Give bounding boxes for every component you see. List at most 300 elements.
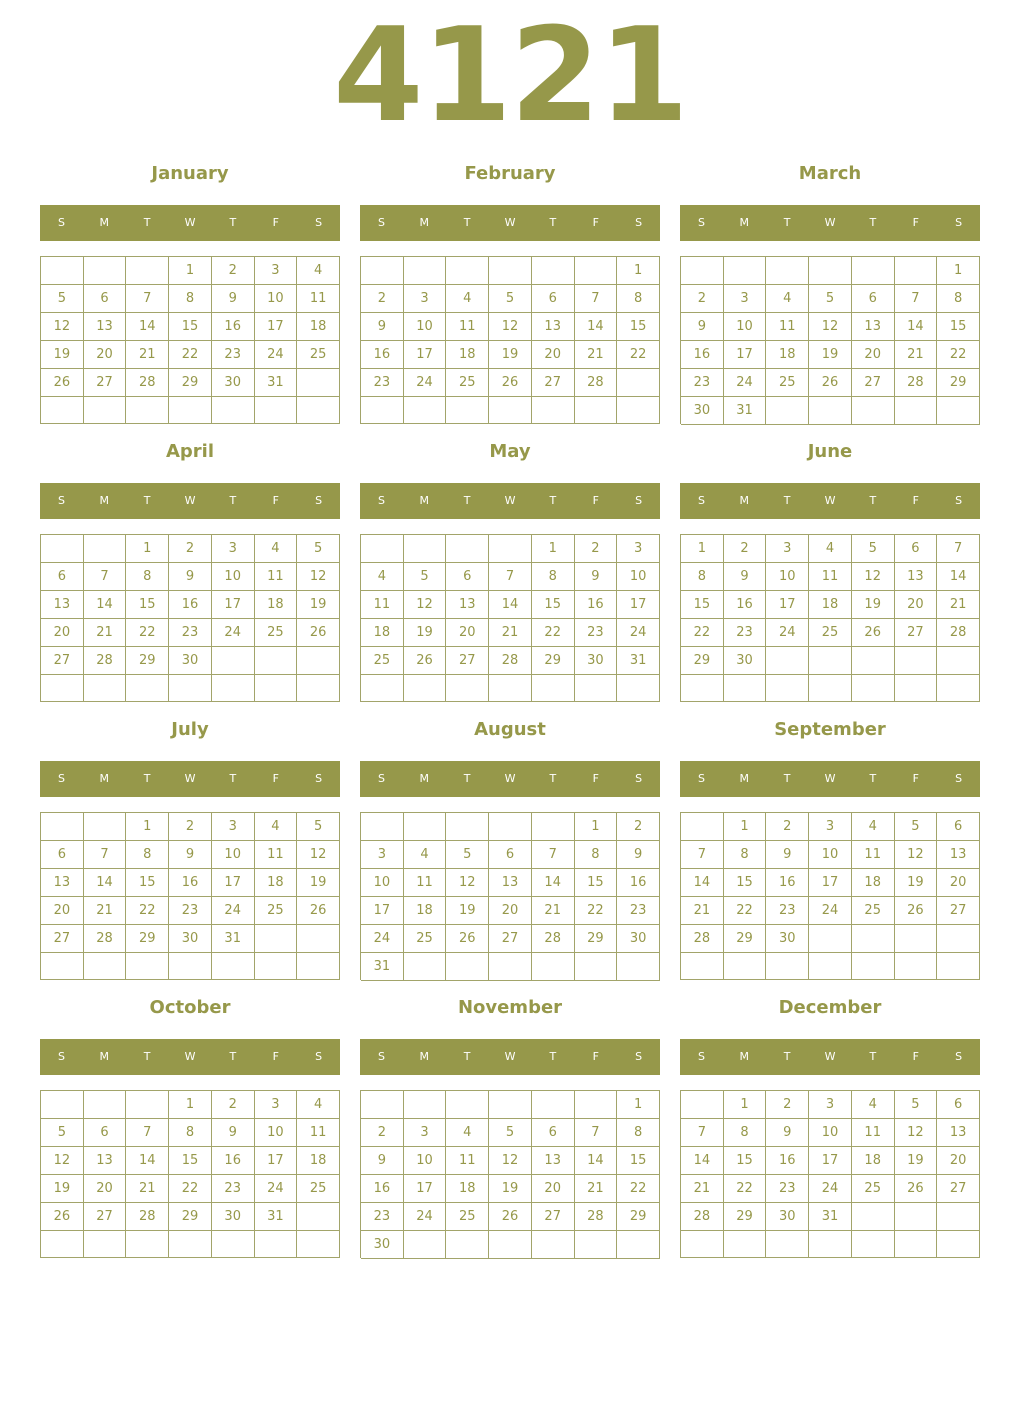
weekday-label: S	[697, 494, 705, 507]
day-cell: 9	[361, 1147, 404, 1175]
day-cell: 9	[766, 841, 809, 869]
day-cell: 22	[126, 897, 169, 925]
day-cell: 17	[255, 1147, 298, 1175]
day-cell: 26	[852, 619, 895, 647]
day-cell: 6	[84, 1119, 127, 1147]
day-cell	[404, 535, 447, 563]
day-cell: 25	[446, 369, 489, 397]
day-cell: 6	[895, 535, 938, 563]
day-cell: 11	[404, 869, 447, 897]
weekday-label: T	[783, 772, 791, 785]
day-cell: 19	[297, 591, 340, 619]
weekday-label: S	[57, 1050, 65, 1063]
day-grid	[40, 534, 340, 702]
day-cell: 25	[766, 369, 809, 397]
day-cell: 5	[297, 535, 340, 563]
weekday-label: M	[99, 1050, 110, 1063]
day-cell: 19	[297, 869, 340, 897]
day-cell: 14	[895, 313, 938, 341]
weekday-label: M	[99, 216, 110, 229]
day-cell: 19	[809, 341, 852, 369]
weekday-label: W	[504, 772, 516, 785]
day-cell	[489, 1091, 532, 1119]
day-cell	[212, 953, 255, 980]
day-cell	[446, 535, 489, 563]
day-cell: 15	[937, 313, 980, 341]
day-cell: 19	[41, 341, 84, 369]
day-cell	[724, 257, 767, 285]
weekday-label: F	[912, 1050, 919, 1063]
day-cell: 25	[361, 647, 404, 675]
day-cell: 12	[41, 313, 84, 341]
day-cell	[852, 647, 895, 675]
day-cell	[361, 397, 404, 424]
weekday-label: S	[697, 1050, 705, 1063]
day-cell	[895, 953, 938, 980]
day-cell	[681, 1091, 724, 1119]
day-cell: 21	[532, 897, 575, 925]
day-cell	[937, 1231, 980, 1258]
day-cell: 30	[766, 925, 809, 953]
weekday-label: M	[739, 1050, 750, 1063]
day-cell: 24	[255, 1175, 298, 1203]
day-cell	[297, 1231, 340, 1258]
day-cell: 30	[724, 647, 767, 675]
day-cell: 9	[617, 841, 660, 869]
day-cell: 27	[41, 647, 84, 675]
day-cell: 20	[41, 897, 84, 925]
day-cell: 3	[809, 1091, 852, 1119]
day-cell	[446, 1231, 489, 1259]
day-cell	[809, 1231, 852, 1258]
weekday-label: S	[377, 494, 385, 507]
day-cell	[575, 397, 618, 424]
weekday-header	[680, 1039, 980, 1075]
day-cell: 16	[212, 1147, 255, 1175]
day-cell: 9	[575, 563, 618, 591]
day-cell: 24	[361, 925, 404, 953]
day-cell: 24	[617, 619, 660, 647]
weekday-label: F	[592, 216, 599, 229]
day-cell: 27	[532, 1203, 575, 1231]
day-cell: 18	[255, 869, 298, 897]
day-cell: 5	[489, 1119, 532, 1147]
day-cell	[169, 953, 212, 980]
weekday-label: T	[143, 772, 151, 785]
day-cell: 16	[361, 1175, 404, 1203]
weekday-label: W	[184, 1050, 196, 1063]
day-cell	[681, 953, 724, 980]
day-cell	[297, 925, 340, 953]
day-cell: 17	[617, 591, 660, 619]
day-cell	[297, 647, 340, 675]
day-cell: 23	[617, 897, 660, 925]
day-cell	[809, 647, 852, 675]
day-cell: 28	[126, 369, 169, 397]
day-cell: 18	[852, 869, 895, 897]
day-cell: 25	[297, 341, 340, 369]
day-cell: 5	[809, 285, 852, 313]
day-cell: 6	[532, 285, 575, 313]
day-cell: 28	[681, 925, 724, 953]
weekday-label: S	[57, 216, 65, 229]
day-cell: 6	[84, 285, 127, 313]
weekday-label: M	[419, 494, 430, 507]
day-cell: 21	[575, 341, 618, 369]
day-cell: 1	[681, 535, 724, 563]
day-cell: 30	[169, 647, 212, 675]
day-cell	[809, 257, 852, 285]
day-cell: 12	[809, 313, 852, 341]
day-cell: 23	[212, 341, 255, 369]
day-cell: 15	[681, 591, 724, 619]
day-cell: 26	[489, 1203, 532, 1231]
day-cell	[489, 257, 532, 285]
day-cell	[255, 925, 298, 953]
day-cell: 22	[937, 341, 980, 369]
day-cell: 3	[404, 1119, 447, 1147]
day-grid	[40, 812, 340, 980]
day-cell	[681, 675, 724, 702]
day-cell: 4	[404, 841, 447, 869]
weekday-label: M	[419, 216, 430, 229]
day-cell	[532, 397, 575, 424]
day-cell: 30	[766, 1203, 809, 1231]
day-cell: 26	[895, 897, 938, 925]
day-cell: 10	[766, 563, 809, 591]
day-cell: 28	[575, 369, 618, 397]
weekday-label: S	[377, 216, 385, 229]
day-cell: 11	[446, 1147, 489, 1175]
day-cell: 25	[255, 897, 298, 925]
day-cell: 2	[617, 813, 660, 841]
day-cell	[126, 1091, 169, 1119]
day-cell: 15	[126, 591, 169, 619]
day-cell: 10	[404, 313, 447, 341]
day-cell	[937, 397, 980, 425]
day-cell	[852, 675, 895, 702]
day-cell	[937, 953, 980, 980]
month-name: March	[798, 163, 862, 184]
day-cell: 1	[169, 1091, 212, 1119]
day-cell: 3	[255, 1091, 298, 1119]
day-cell	[895, 1203, 938, 1231]
day-cell	[766, 397, 809, 425]
day-cell: 25	[446, 1203, 489, 1231]
day-cell: 3	[255, 257, 298, 285]
day-cell	[255, 1231, 298, 1258]
day-cell: 5	[895, 1091, 938, 1119]
weekday-label: S	[315, 494, 323, 507]
day-cell: 26	[41, 1203, 84, 1231]
weekday-label: T	[783, 216, 791, 229]
day-cell: 30	[575, 647, 618, 675]
day-cell	[809, 925, 852, 953]
day-grid	[680, 534, 980, 702]
day-cell	[212, 397, 255, 424]
day-cell: 4	[446, 285, 489, 313]
day-cell: 3	[212, 535, 255, 563]
day-cell: 11	[255, 841, 298, 869]
day-cell: 11	[446, 313, 489, 341]
weekday-label: F	[272, 216, 279, 229]
day-cell	[446, 1091, 489, 1119]
day-cell: 24	[809, 897, 852, 925]
day-cell: 8	[937, 285, 980, 313]
day-cell: 8	[532, 563, 575, 591]
day-cell: 18	[446, 1175, 489, 1203]
day-cell: 11	[297, 285, 340, 313]
day-cell: 8	[617, 1119, 660, 1147]
day-cell: 5	[446, 841, 489, 869]
weekday-label: S	[315, 1050, 323, 1063]
day-cell: 11	[852, 1119, 895, 1147]
day-cell: 7	[575, 285, 618, 313]
day-cell: 24	[212, 897, 255, 925]
day-cell: 19	[41, 1175, 84, 1203]
day-cell	[895, 397, 938, 425]
day-cell: 7	[895, 285, 938, 313]
day-cell: 7	[681, 1119, 724, 1147]
day-cell: 11	[361, 591, 404, 619]
day-cell: 3	[724, 285, 767, 313]
day-cell: 16	[575, 591, 618, 619]
day-cell	[361, 675, 404, 702]
day-cell: 28	[937, 619, 980, 647]
day-cell: 16	[361, 341, 404, 369]
weekday-label: F	[272, 1050, 279, 1063]
day-cell: 8	[681, 563, 724, 591]
weekday-label: T	[549, 1050, 557, 1063]
day-cell: 22	[724, 1175, 767, 1203]
day-cell: 1	[724, 813, 767, 841]
day-cell: 8	[126, 841, 169, 869]
day-cell: 7	[489, 563, 532, 591]
day-cell	[809, 953, 852, 980]
day-cell: 18	[852, 1147, 895, 1175]
day-cell: 19	[489, 341, 532, 369]
day-cell	[766, 953, 809, 980]
weekday-label: T	[463, 216, 471, 229]
day-cell: 4	[361, 563, 404, 591]
month-name: June	[807, 441, 853, 462]
day-cell: 22	[532, 619, 575, 647]
day-cell: 13	[41, 591, 84, 619]
day-cell	[126, 257, 169, 285]
day-cell	[532, 1091, 575, 1119]
weekday-label: F	[912, 494, 919, 507]
day-cell: 30	[212, 1203, 255, 1231]
day-cell: 20	[937, 1147, 980, 1175]
day-cell: 3	[617, 535, 660, 563]
day-cell	[852, 1231, 895, 1258]
day-cell: 12	[297, 563, 340, 591]
day-cell: 29	[724, 925, 767, 953]
day-cell	[895, 675, 938, 702]
day-grid	[360, 812, 660, 980]
weekday-label: S	[315, 772, 323, 785]
day-cell: 13	[41, 869, 84, 897]
day-cell: 1	[575, 813, 618, 841]
day-cell: 15	[617, 313, 660, 341]
day-cell: 4	[255, 535, 298, 563]
day-cell: 19	[446, 897, 489, 925]
day-cell: 17	[404, 1175, 447, 1203]
day-cell	[724, 953, 767, 980]
day-cell: 31	[255, 369, 298, 397]
day-cell	[446, 397, 489, 424]
day-cell	[212, 675, 255, 702]
weekday-label: T	[463, 494, 471, 507]
day-cell	[937, 1203, 980, 1231]
day-cell: 17	[212, 591, 255, 619]
day-cell: 20	[532, 341, 575, 369]
day-cell: 1	[126, 535, 169, 563]
day-cell: 14	[681, 1147, 724, 1175]
weekday-label: S	[955, 772, 963, 785]
weekday-header	[680, 483, 980, 519]
day-cell: 14	[126, 313, 169, 341]
day-grid	[40, 256, 340, 424]
day-cell	[895, 647, 938, 675]
day-cell: 4	[852, 813, 895, 841]
day-cell: 2	[212, 1091, 255, 1119]
day-cell: 30	[681, 397, 724, 425]
day-cell: 4	[809, 535, 852, 563]
day-cell: 23	[169, 619, 212, 647]
day-cell	[489, 397, 532, 424]
day-cell: 1	[169, 257, 212, 285]
weekday-label: W	[504, 494, 516, 507]
day-cell: 31	[617, 647, 660, 675]
day-cell: 5	[297, 813, 340, 841]
weekday-label: S	[315, 216, 323, 229]
day-cell: 27	[84, 1203, 127, 1231]
day-cell	[617, 953, 660, 981]
day-cell	[489, 675, 532, 702]
day-cell	[297, 397, 340, 424]
month-name: September	[774, 719, 886, 740]
day-cell: 23	[724, 619, 767, 647]
day-cell: 9	[169, 563, 212, 591]
day-cell: 22	[724, 897, 767, 925]
day-cell: 19	[895, 869, 938, 897]
day-cell: 7	[126, 1119, 169, 1147]
day-cell: 31	[724, 397, 767, 425]
weekday-label: F	[272, 772, 279, 785]
day-cell: 9	[681, 313, 724, 341]
day-cell	[489, 1231, 532, 1259]
day-cell: 14	[532, 869, 575, 897]
day-cell: 21	[895, 341, 938, 369]
day-cell: 2	[169, 535, 212, 563]
day-cell	[126, 1231, 169, 1258]
weekday-label: M	[419, 772, 430, 785]
day-cell: 2	[361, 285, 404, 313]
day-cell	[255, 647, 298, 675]
day-cell: 22	[617, 1175, 660, 1203]
day-cell: 27	[446, 647, 489, 675]
day-cell: 14	[575, 1147, 618, 1175]
day-cell: 3	[766, 535, 809, 563]
day-cell	[937, 675, 980, 702]
weekday-label: S	[635, 772, 643, 785]
weekday-label: F	[912, 772, 919, 785]
day-cell: 24	[404, 369, 447, 397]
weekday-label: T	[229, 216, 237, 229]
day-cell	[446, 813, 489, 841]
weekday-label: F	[272, 494, 279, 507]
weekday-label: S	[377, 772, 385, 785]
day-cell: 26	[404, 647, 447, 675]
day-cell: 23	[766, 897, 809, 925]
day-cell: 27	[852, 369, 895, 397]
weekday-label: M	[739, 772, 750, 785]
day-cell	[681, 257, 724, 285]
day-cell: 21	[681, 897, 724, 925]
day-cell	[937, 647, 980, 675]
day-cell	[84, 953, 127, 980]
day-cell: 13	[937, 1119, 980, 1147]
day-cell: 26	[41, 369, 84, 397]
day-cell: 2	[169, 813, 212, 841]
day-cell	[852, 953, 895, 980]
day-cell	[532, 953, 575, 981]
month-name: May	[489, 441, 531, 462]
weekday-label: T	[549, 216, 557, 229]
day-cell	[404, 257, 447, 285]
day-cell: 1	[617, 1091, 660, 1119]
day-cell: 12	[446, 869, 489, 897]
day-cell	[41, 953, 84, 980]
day-cell	[852, 925, 895, 953]
day-cell: 28	[575, 1203, 618, 1231]
day-cell: 21	[937, 591, 980, 619]
day-cell: 18	[446, 341, 489, 369]
day-cell: 6	[41, 563, 84, 591]
month-name: July	[171, 719, 209, 740]
day-cell	[937, 925, 980, 953]
day-cell: 4	[297, 257, 340, 285]
day-cell: 23	[681, 369, 724, 397]
day-cell: 13	[852, 313, 895, 341]
day-cell	[575, 953, 618, 981]
weekday-label: S	[955, 216, 963, 229]
day-cell: 23	[575, 619, 618, 647]
day-cell: 11	[852, 841, 895, 869]
weekday-header	[360, 483, 660, 519]
day-cell: 13	[937, 841, 980, 869]
day-cell	[169, 675, 212, 702]
day-cell: 9	[724, 563, 767, 591]
day-cell: 20	[852, 341, 895, 369]
day-cell: 26	[489, 369, 532, 397]
day-cell: 19	[404, 619, 447, 647]
day-cell	[766, 257, 809, 285]
day-cell	[617, 1231, 660, 1259]
day-cell: 14	[489, 591, 532, 619]
weekday-label: W	[504, 216, 516, 229]
day-cell	[361, 1091, 404, 1119]
day-cell: 13	[84, 1147, 127, 1175]
day-cell	[404, 1231, 447, 1259]
day-cell: 2	[766, 1091, 809, 1119]
day-cell: 30	[617, 925, 660, 953]
day-cell: 7	[84, 563, 127, 591]
day-cell: 9	[361, 313, 404, 341]
day-cell	[41, 1091, 84, 1119]
day-cell: 15	[575, 869, 618, 897]
